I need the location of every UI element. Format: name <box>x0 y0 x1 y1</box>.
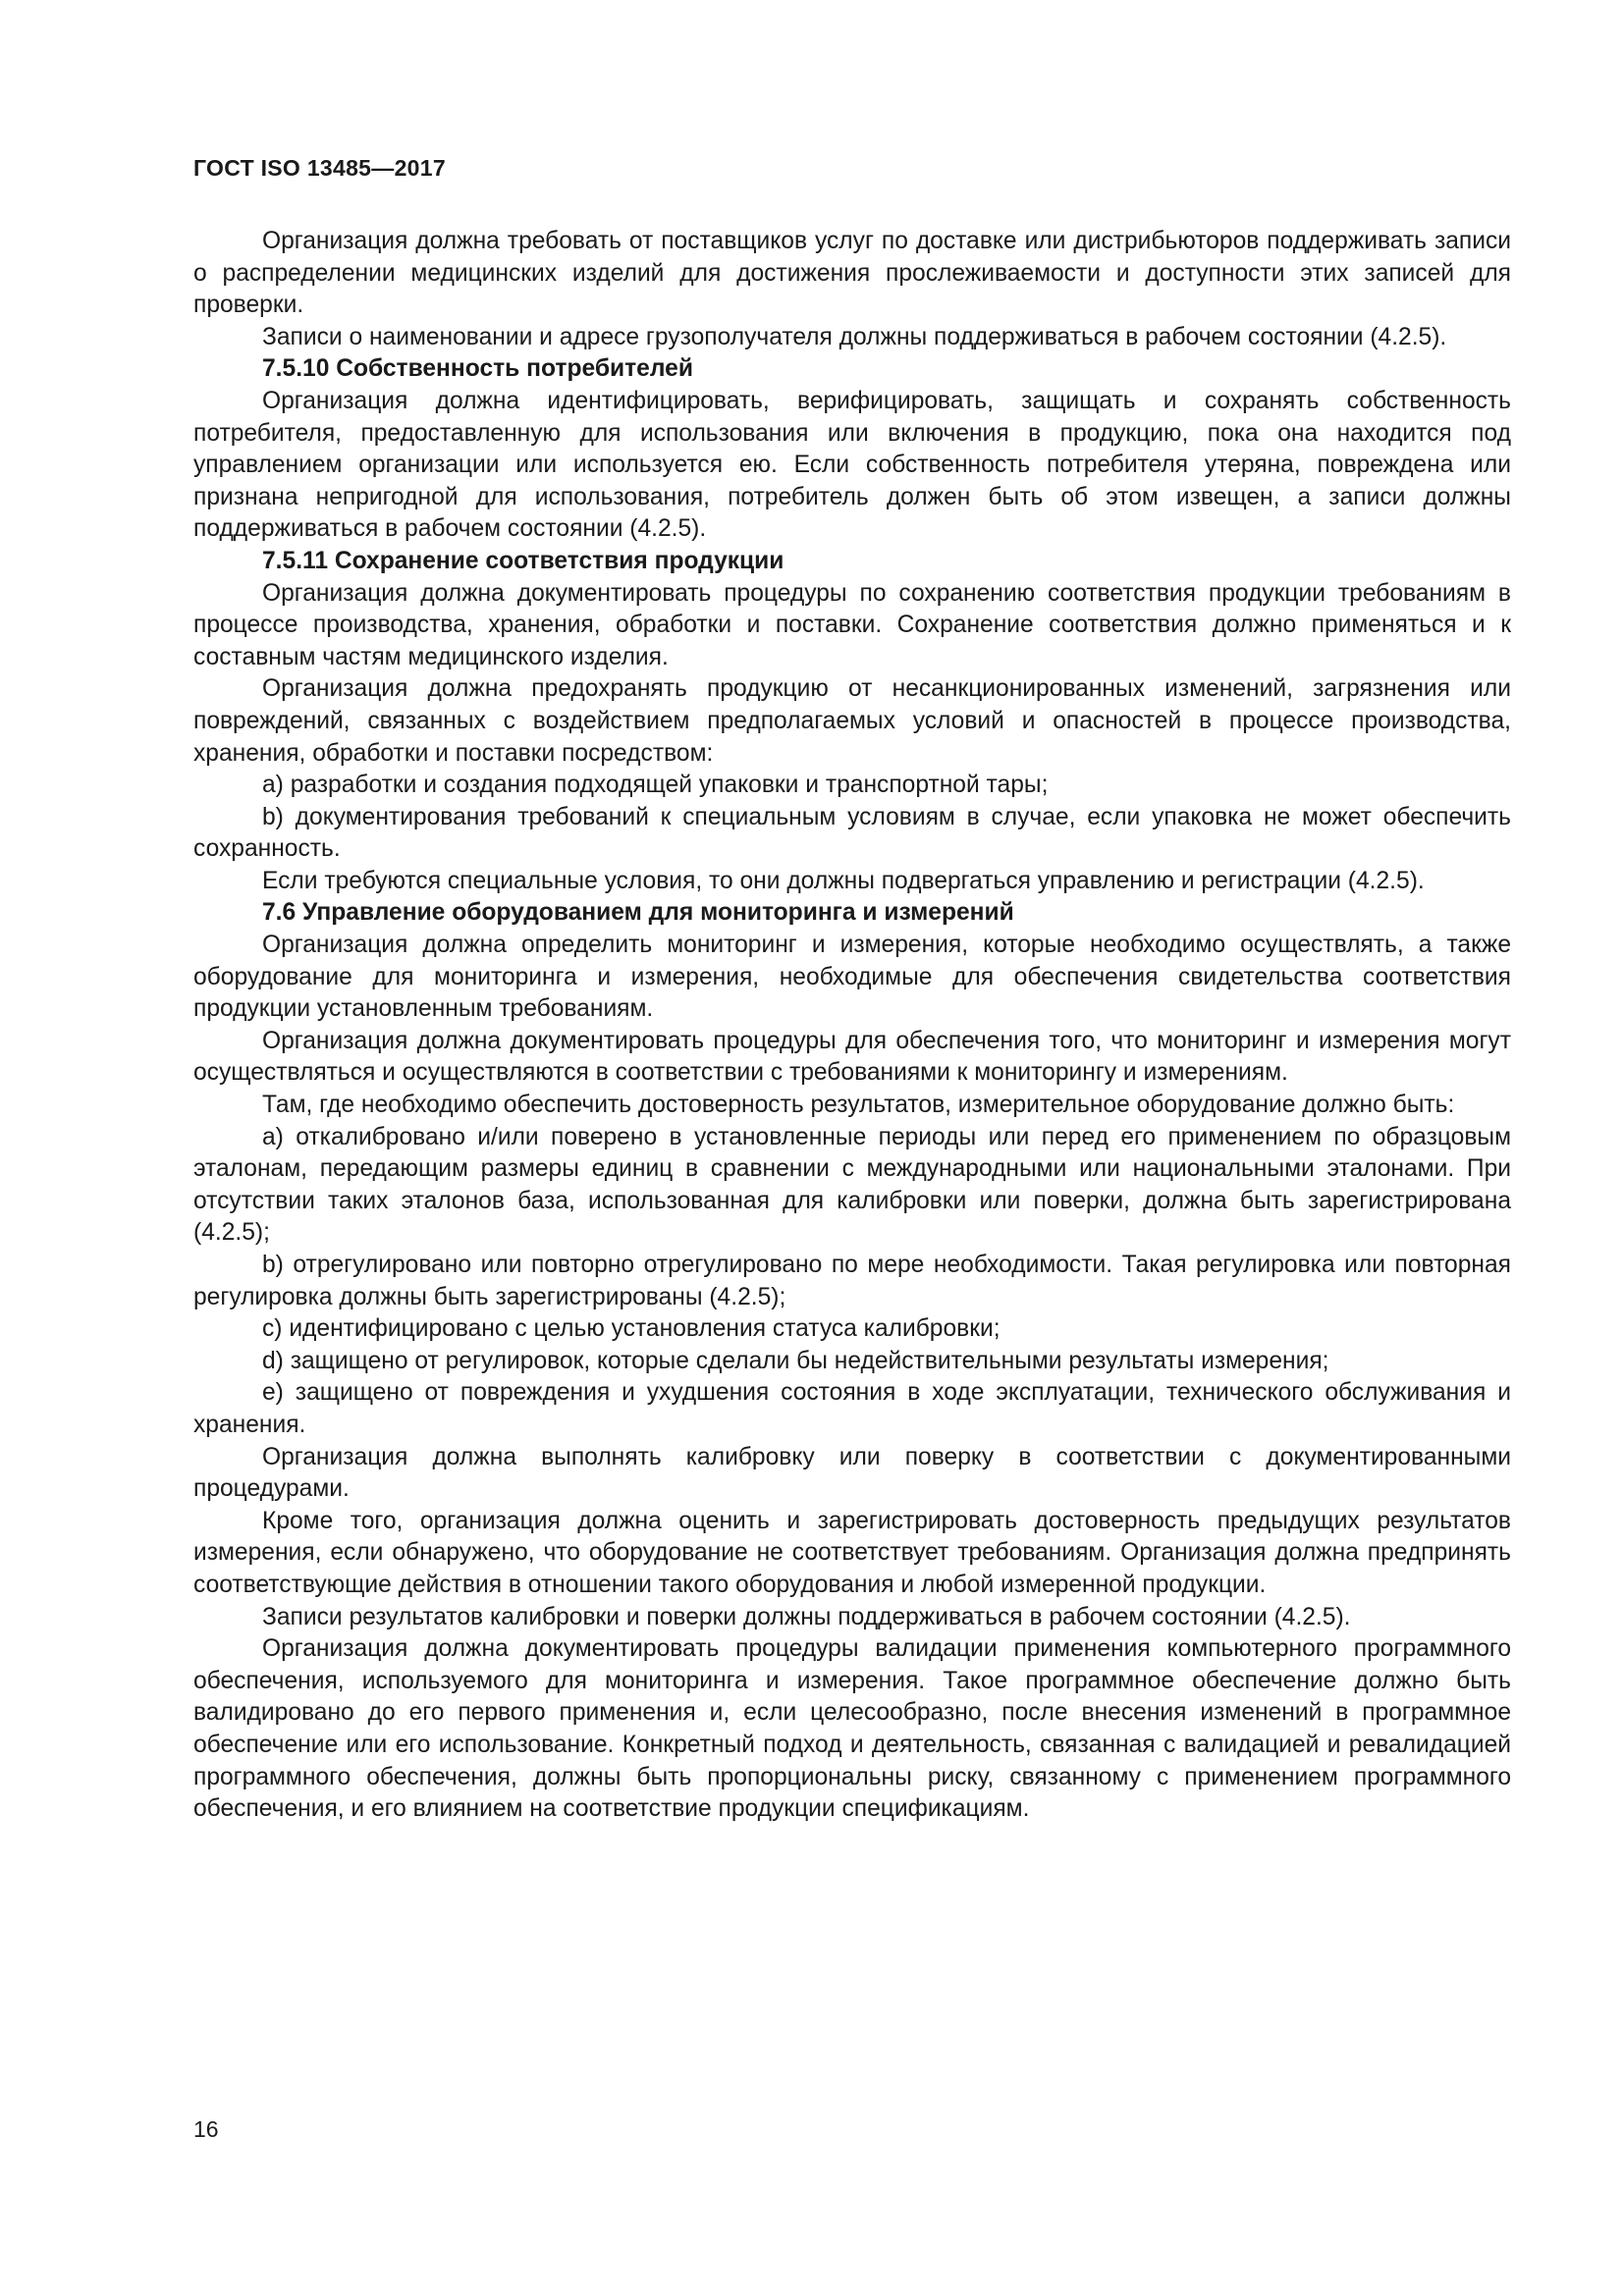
list-item: c) идентифицировано с целью установления статуса калибровки; <box>262 1315 1001 1343</box>
list-item: e) защищено от повреждения и ухудшения состояния в ходе эксплуатации, технического обслуживания и хранения. <box>193 1379 1511 1438</box>
paragraph: Организация должна предохранять продукцию от несанкционированных изменений, загрязнения или повреждений, связанных с воздействием предполагаемых условий и опасностей в процессе производства, хранения, обработки и поставки посредством: <box>193 675 1511 767</box>
paragraph: Организация должна документировать процедуры валидации применения компьютерного программного обеспечения, используемого для мониторинга и измерения. Такое программное обеспечение должно быть валидировано до его первого применения и, если целесообразно, после внесения изменений в программное обеспечение или его использование. Конкретный подход и деятельность, связанная с валидацией и ревалидацией программного обеспечения, должны быть пропорциональны риску, связанному с применением программного обеспечения, и его влиянием на соответствие продукции спецификациям. <box>193 1635 1511 1823</box>
document-header: ГОСТ ISO 13485—2017 <box>193 155 446 181</box>
section-heading-7-6: 7.6 Управление оборудованием для мониторинга и измерений <box>262 899 1014 927</box>
paragraph: Организация должна идентифицировать, верифицировать, защищать и сохранять собственность потребителя, предоставленную для использования или включения в продукцию, пока она находится под управлением организации или используется ею. Если собственность потребителя утеряна, повреждена или признана непригодной для использования, потребитель должен быть об этом извещен, а записи должны поддерживаться в рабочем состоянии (4.2.5). <box>193 387 1511 543</box>
paragraph: Организация должна документировать процедуры по сохранению соответствия продукции требованиям в процессе производства, хранения, обработки и поставки. Сохранение соответствия должно применяться и к составным частям медицинского изделия. <box>193 579 1511 670</box>
paragraph: Там, где необходимо обеспечить достоверность результатов, измерительное оборудование должно быть: <box>262 1092 1455 1119</box>
page-number: 16 <box>193 2116 219 2142</box>
paragraph: Записи о наименовании и адресе грузополучателя должны поддерживаться в рабочем состоянии (4.2.5). <box>262 323 1447 350</box>
paragraph: Организация должна определить мониторинг и измерения, которые необходимо осуществлять, а также оборудование для мониторинга и измерения, необходимые для обеспечения свидетельства соответствия продукции установленным требованиям. <box>193 932 1511 1023</box>
list-item: b) отрегулировано или повторно отрегулировано по мере необходимости. Такая регулировка или повторная регулировка должны быть зарегистрированы (4.2.5); <box>193 1252 1511 1310</box>
paragraph: Записи результатов калибровки и поверки должны поддерживаться в рабочем состоянии (4.2.5). <box>262 1603 1351 1630</box>
list-item: a) откалибровано и/или поверено в установленные периоды или перед его применением по образцовым эталонам, передающим размеры единиц в сравнении с международными или национальными эталонами. При отсутствии таких эталонов база, использованная для калибровки или поверки, должна быть зарегистрирована (4.2.5); <box>193 1123 1511 1247</box>
list-item: a) разработки и создания подходящей упаковки и транспортной тары; <box>262 772 1049 799</box>
paragraph: Если требуются специальные условия, то они должны подвергаться управлению и регистрации (4.2.5). <box>262 867 1425 894</box>
paragraph: Организация должна требовать от поставщиков услуг по доставке или дистрибьюторов поддерживать записи о распределении медицинских изделий для достижения прослеживаемости и доступности этих записей для проверки. <box>193 228 1511 319</box>
paragraph: Организация должна документировать процедуры для обеспечения того, что мониторинг и измерения могут осуществляться и осуществляются в соответствии с требованиями к мониторингу и измерениям. <box>193 1027 1511 1087</box>
list-item: d) защищено от регулировок, которые сделали бы недействительными результаты измерения; <box>262 1347 1329 1374</box>
list-item: b) документирования требований к специальным условиям в случае, если упаковка не может обеспечить сохранность. <box>193 803 1511 863</box>
document-body <box>193 226 1511 1826</box>
section-heading-7-5-10: 7.5.10 Собственность потребителей <box>262 355 693 383</box>
paragraph: Кроме того, организация должна оценить и зарегистрировать достоверность предыдущих результатов измерения, если обнаружено, что оборудование не соответствует требованиям. Организация должна предпринять соответствующие действия в отношении такого оборудования и любой измеренной продукции. <box>193 1507 1511 1598</box>
section-heading-7-5-11: 7.5.11 Сохранение соответствия продукции <box>262 547 784 574</box>
paragraph: Организация должна выполнять калибровку или поверку в соответствии с документированными процедурами. <box>193 1443 1511 1503</box>
